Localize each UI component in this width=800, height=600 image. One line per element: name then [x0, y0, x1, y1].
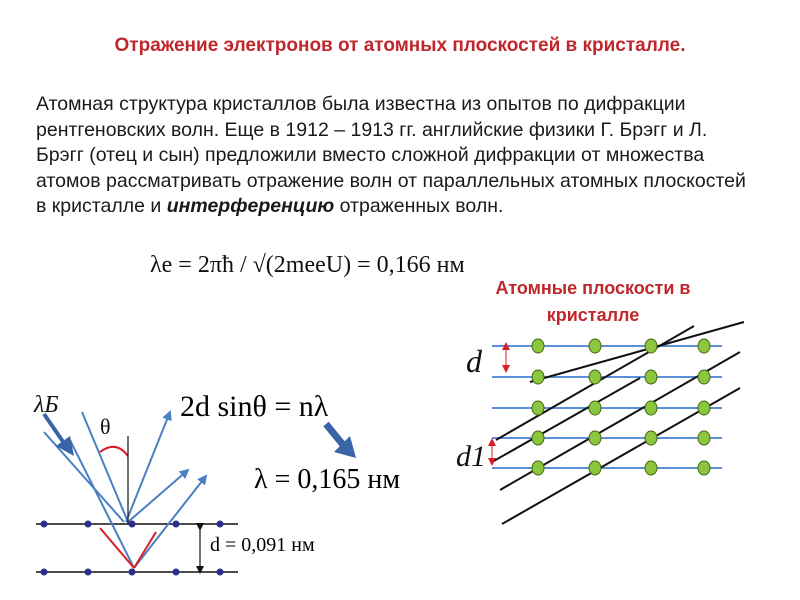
atom-dot [173, 521, 180, 528]
reflected-ray-3 [134, 476, 206, 568]
atomic-planes-label: Атомные плоскости в кристалле [495, 278, 691, 325]
spacing-formula: d = 0,091 нм [210, 534, 315, 556]
lattice-d-label: d [466, 343, 482, 379]
paragraph-emphasis: интерференцию [166, 195, 335, 217]
bragg-law-formula: 2d sinθ = nλ [180, 390, 329, 423]
atom-dot [41, 521, 48, 528]
lattice-atom [698, 461, 710, 475]
atom-dot [129, 569, 136, 576]
lattice-atom [589, 431, 601, 445]
lattice-atom [698, 339, 710, 353]
lattice-atom [532, 461, 544, 475]
rays [44, 412, 206, 568]
atom-dot [217, 521, 224, 528]
lattice-atom [532, 401, 544, 415]
paragraph-text: Атомная структура кристаллов была известна из опытов по дифракции рентгеновских волн. Еще в 1912 – 1913 гг. английские физики Г. Брэгг и Л. Брэгг (отец и сын) предложили вместо сложной дифракции от множества атомов рассматривать отражение волн от параллельных атомных плоскостей в кристалле и [36, 93, 746, 217]
lattice-atom [532, 370, 544, 384]
lattice-atom [645, 401, 657, 415]
lattice-horizontal-planes [492, 346, 722, 468]
atom-dot [85, 569, 92, 576]
atom-dot [217, 569, 224, 576]
atom-dot [173, 569, 180, 576]
lattice-atom [645, 370, 657, 384]
atom-dot [85, 521, 92, 528]
lattice-d1-label: d1 [456, 440, 486, 473]
lattice-atom [532, 431, 544, 445]
incident-wave-label: λБ [34, 392, 59, 418]
lattice-atom [589, 461, 601, 475]
incident-ray-1 [44, 432, 124, 522]
atom-dot [41, 569, 48, 576]
lattice-atom [532, 339, 544, 353]
lattice-atom [645, 431, 657, 445]
lattice-atom [698, 370, 710, 384]
lattice-spacing-d1 [488, 438, 496, 466]
lattice-atom [698, 431, 710, 445]
electron-wavelength-formula: λe = 2πħ / √(2meeU) = 0,166 нм [150, 252, 465, 278]
lattice-atom [589, 370, 601, 384]
result-arrow [326, 424, 356, 458]
lattice-atom [645, 339, 657, 353]
lattice-atom [589, 339, 601, 353]
wavelength-formula: λ = 0,165 нм [254, 464, 401, 495]
angle-label: θ [100, 414, 111, 439]
lattice-atom [645, 461, 657, 475]
lattice-atom [589, 401, 601, 415]
plane-atoms [41, 521, 224, 576]
lattice-atom [698, 401, 710, 415]
paragraph-text-end: отраженных волн. [334, 195, 504, 217]
slide-title: Отражение электронов от атомных плоскостей в кристалле. [114, 35, 686, 56]
